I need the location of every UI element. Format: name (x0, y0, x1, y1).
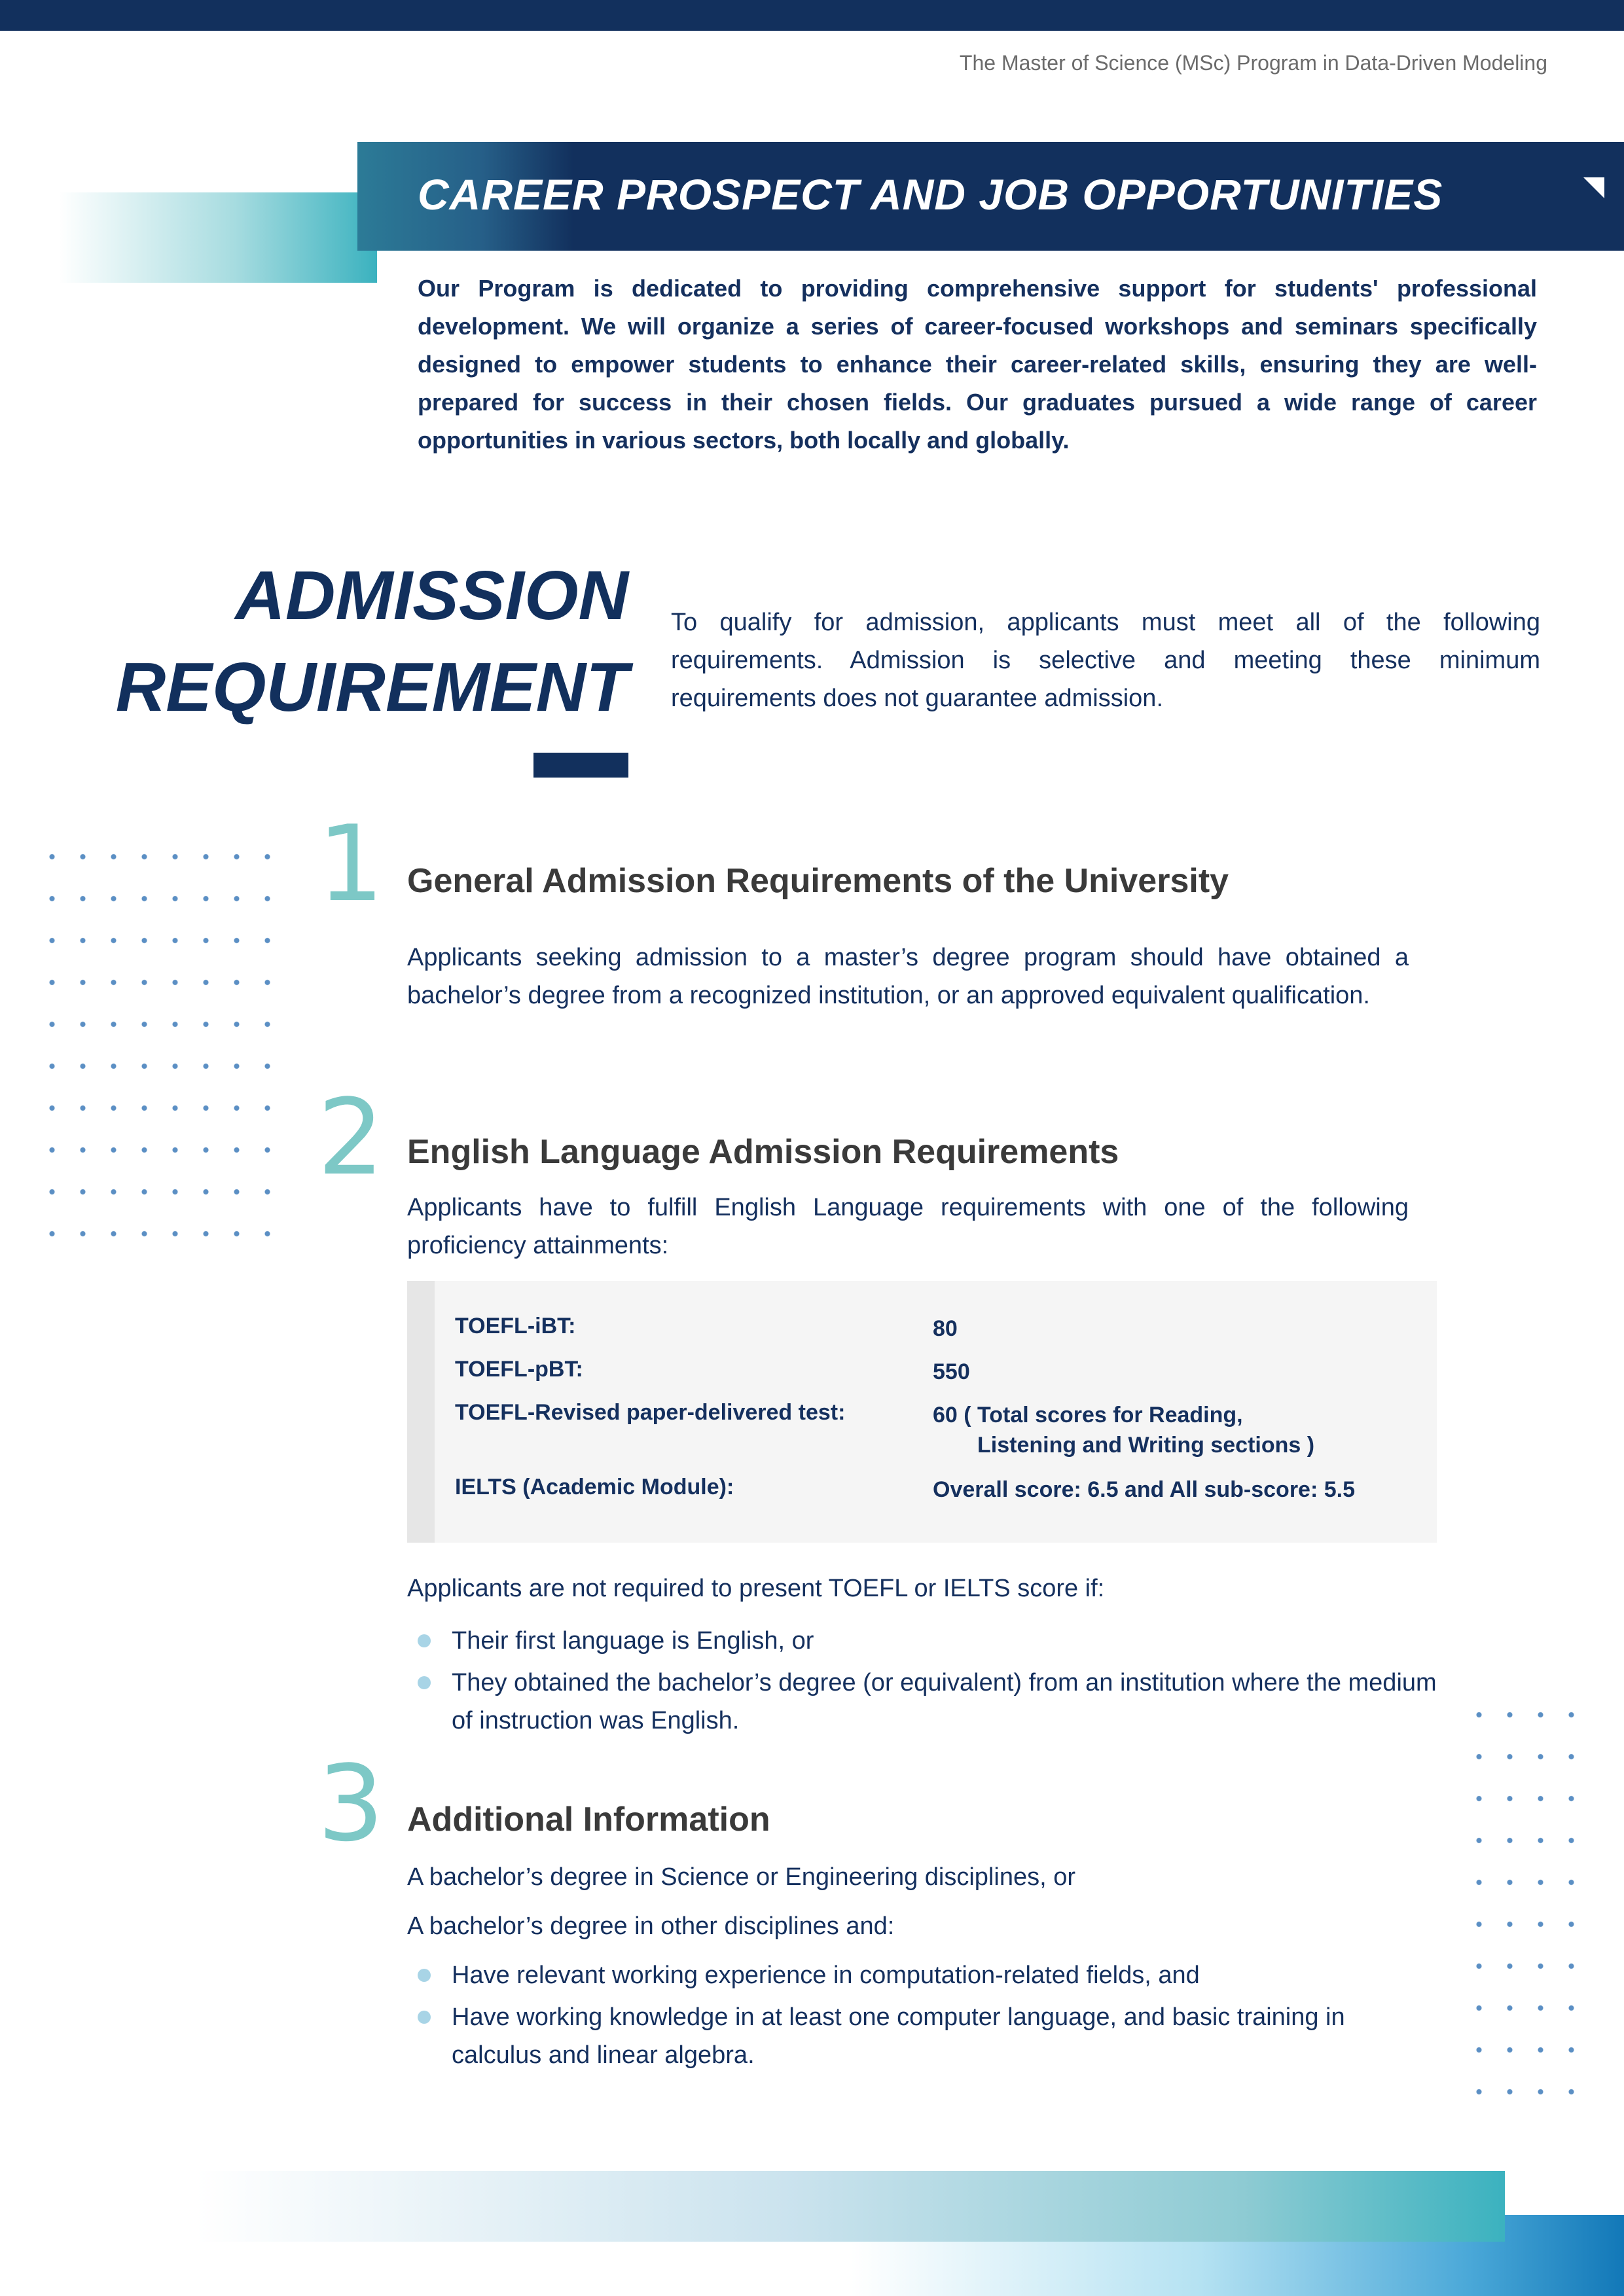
heading-underline-bar (533, 753, 628, 778)
additional-line-1: A bachelor’s degree in Science or Engineering disciplines, or (407, 1863, 1075, 1891)
top-bar (0, 0, 1624, 31)
list-item (407, 1664, 1441, 1740)
score-value (933, 1314, 1391, 1344)
bullet-dot-icon (418, 1634, 431, 1647)
list-item-text: Their first language is English, or (452, 1627, 814, 1655)
list-item-text: They obtained the bachelor’s degree (or equivalent) from an institution where the medium of instruction was English. (452, 1669, 1437, 1734)
score-label: TOEFL-Revised paper-delivered test: (455, 1400, 846, 1425)
admission-heading-line1: ADMISSION (235, 557, 628, 634)
score-label: TOEFL-pBT: (455, 1357, 583, 1382)
list-item (407, 1998, 1441, 2074)
banner-accent-gradient (59, 192, 377, 283)
exemption-list (407, 1622, 1441, 1744)
list-item (407, 1622, 1441, 1660)
exemption-intro: Applicants are not required to present TOEFL or IELTS score if: (407, 1575, 1105, 1602)
admission-intro: To qualify for admission, applicants must meet all of the following requirements. Admission is selective and meeting these minimum requirements does not guarantee admission. (671, 609, 1540, 712)
dot-pattern-right (1464, 1694, 1587, 2100)
admission-heading-line2: REQUIREMENT (115, 649, 628, 726)
score-value-text: 80 (933, 1316, 958, 1341)
dot-pattern-left (37, 836, 283, 1242)
score-label: TOEFL-iBT: (455, 1314, 576, 1338)
additional-line-2: A bachelor’s degree in other disciplines and: (407, 1912, 895, 1940)
bullet-dot-icon (418, 1969, 431, 1982)
score-value-text: Overall score: 6.5 and All sub-score: 5.5 (933, 1477, 1356, 1502)
section-number-3: 3 (317, 1742, 384, 1865)
score-label: IELTS (Academic Module): (455, 1475, 734, 1499)
section-text-general: Applicants seeking admission to a master’s degree program should have obtained a bachelor’s degree from a recognized institution, or an approved equivalent qualification. (407, 944, 1409, 1009)
score-table (407, 1281, 1437, 1543)
score-value (933, 1475, 1391, 1505)
score-value-text-line2: Listening and Writing sections ) (977, 1433, 1315, 1458)
list-item (407, 1956, 1441, 1994)
section-title-general: General Admission Requirements of the University (407, 862, 1229, 900)
section-number-1: 1 (317, 802, 384, 925)
admission-heading (79, 550, 628, 733)
list-item-text: Have relevant working experience in computation-related fields, and (452, 1962, 1200, 1989)
career-title: CAREER PROSPECT AND JOB OPPORTUNITIES (418, 170, 1443, 219)
score-value (933, 1400, 1391, 1460)
score-value-text: 60 ( Total scores for Reading, (933, 1403, 1243, 1427)
bullet-dot-icon (418, 1676, 431, 1689)
additional-list (407, 1956, 1441, 2078)
career-banner (357, 142, 1624, 251)
section-text-english: Applicants have to fulfill English Language requirements with one of the following proficiency attainments: (407, 1194, 1409, 1259)
list-item-text: Have working knowledge in at least one computer language, and basic training in calculus and linear algebra. (452, 2003, 1345, 2069)
score-value (933, 1357, 1391, 1387)
career-body: Our Program is dedicated to providing comprehensive support for students' professional development. We will organize a series of career-focused workshops and seminars specifically designed to empower students to enhance their career-related skills, ensuring they are well-prepared for success in their chosen fields. Our graduates pursued a wide range of career opportunities in various sectors, both locally and globally. (418, 275, 1537, 454)
score-value-text: 550 (933, 1359, 970, 1384)
section-title-english: English Language Admission Requirements (407, 1133, 1119, 1171)
running-header: The Master of Science (MSc) Program in Data-Driven Modeling (959, 51, 1547, 75)
bullet-dot-icon (418, 2011, 431, 2024)
section-title-additional: Additional Information (407, 1801, 770, 1839)
footer-gradient-teal (196, 2171, 1505, 2242)
score-table-stripe (407, 1281, 435, 1543)
corner-triangle-icon (1583, 177, 1604, 198)
section-number-2: 2 (317, 1076, 384, 1198)
